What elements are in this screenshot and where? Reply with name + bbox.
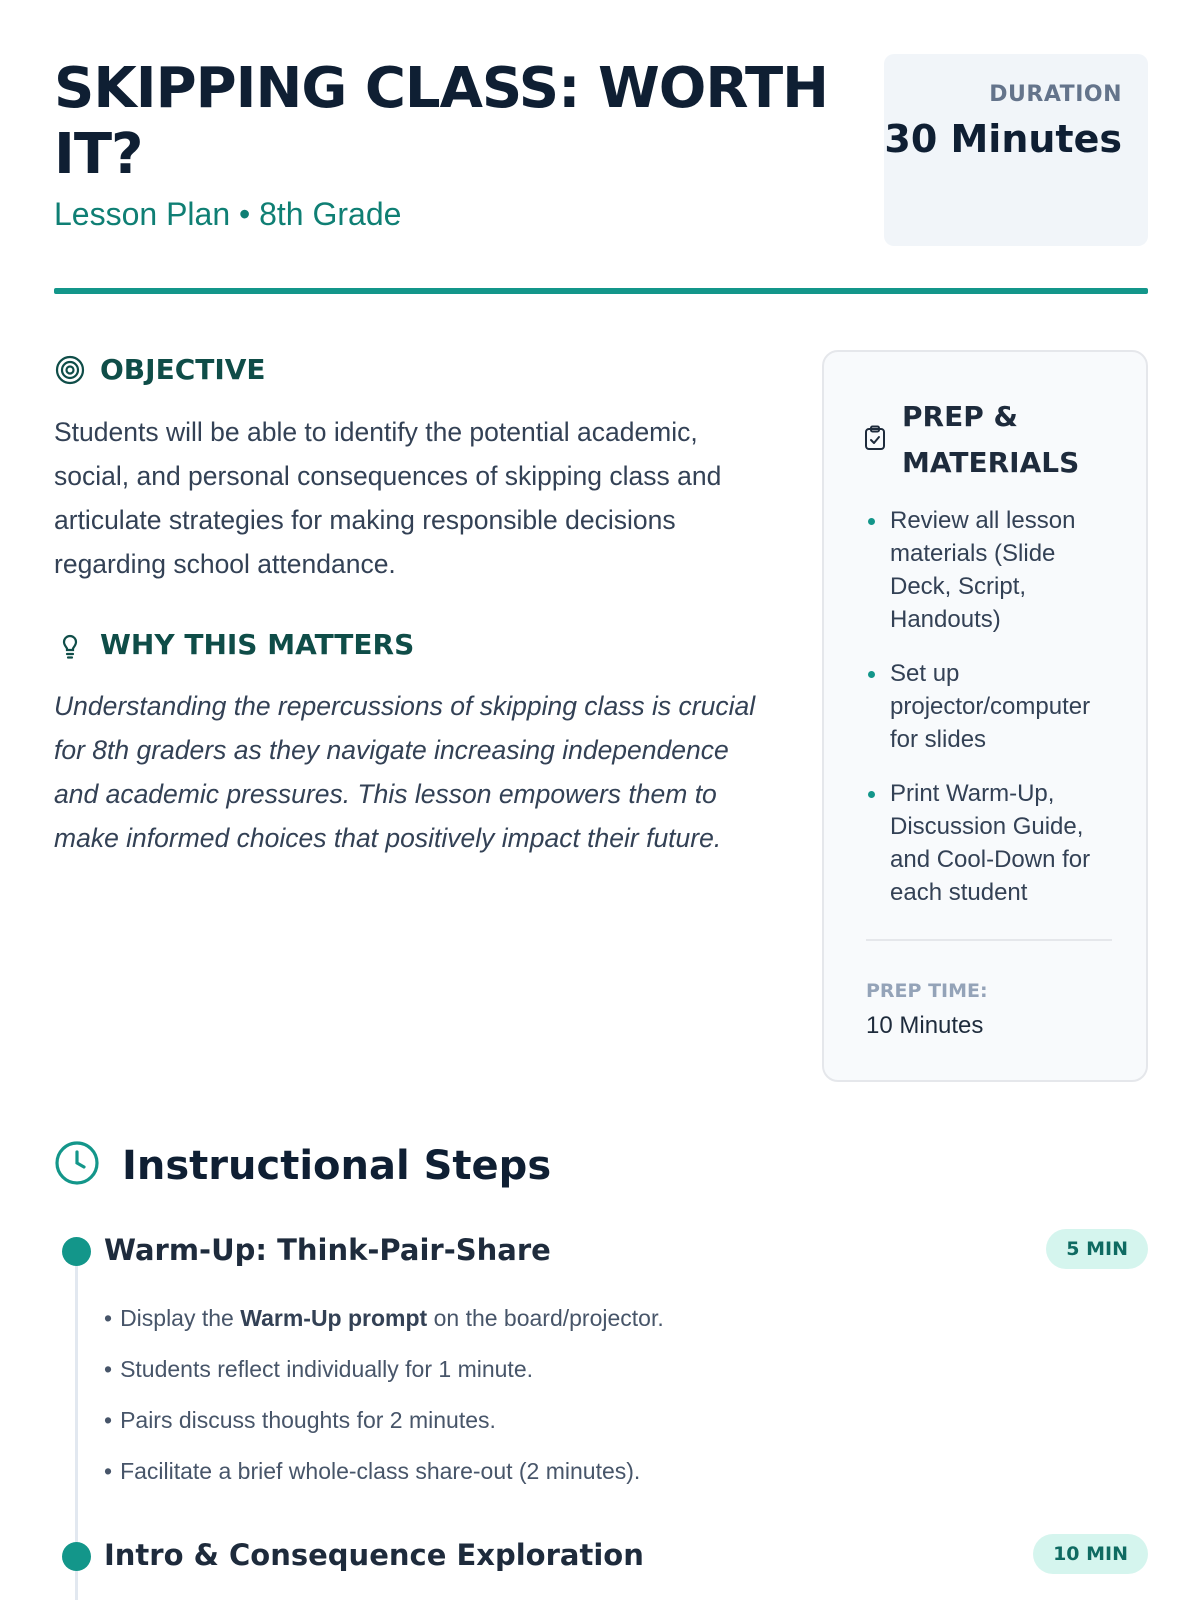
target-icon <box>54 354 86 386</box>
prep-list <box>866 504 1116 930</box>
why-heading-label: WHY THIS MATTERS <box>100 628 415 661</box>
objective-text: Students will be able to identify the potential academic, social, and personal consequences of skipping class and articulate strategies for making responsible decisions regarding school attendance. <box>54 417 722 579</box>
list-item <box>104 1293 664 1344</box>
instructional-steps-heading <box>54 1140 551 1191</box>
objective-heading-label: OBJECTIVE <box>100 353 266 386</box>
objective-heading <box>54 353 266 386</box>
duration-card <box>884 54 1148 246</box>
lesson-header <box>54 52 1148 296</box>
list-item: Set up projector/computer for slides <box>866 657 1116 756</box>
duration-value: 30 Minutes <box>884 117 1122 161</box>
step-title: Intro & Consequence Exploration <box>104 1538 644 1572</box>
step-title: Warm-Up: Think-Pair-Share <box>104 1233 551 1267</box>
why-text: Understanding the repercussions of skipping class is crucial for 8th graders as they navigate increasing independence and academic pressures. This lesson empowers them to make informed choices that positively impact their future. <box>54 691 756 853</box>
timeline-dot <box>62 1542 91 1571</box>
prep-materials-card <box>822 350 1148 1082</box>
prep-heading-label: PREP & MATERIALS <box>902 400 1080 479</box>
list-item: Review all lesson materials (Slide Deck, Script, Handouts) <box>866 504 1116 636</box>
list-item: Print Warm-Up, Discussion Guide, and Cool-Down for each student <box>866 777 1116 909</box>
duration-badge: 5 MIN <box>1046 1229 1148 1269</box>
page-title: SKIPPING CLASS: WORTH IT? <box>54 56 829 187</box>
clipboard-icon <box>864 425 886 456</box>
prep-time-value: 10 Minutes <box>866 1012 984 1039</box>
bullet-text: on the board/projector. <box>427 1305 664 1331</box>
prep-time-label: PREP TIME: <box>866 980 988 1002</box>
clock-icon <box>54 1140 100 1191</box>
lesson-subtitle: Lesson Plan • 8th Grade <box>54 196 402 232</box>
why-heading <box>54 628 414 661</box>
header-divider <box>54 288 1148 294</box>
duration-badge: 10 MIN <box>1033 1534 1148 1574</box>
prep-divider <box>866 939 1112 941</box>
list-item: • Pairs discuss thoughts for 2 minutes. <box>104 1395 664 1446</box>
bullet-text: Display the <box>120 1305 241 1331</box>
bullet-emphasis: Warm-Up prompt <box>240 1305 428 1331</box>
list-item: • Facilitate a brief whole-class share-out (2 minutes). <box>104 1446 664 1497</box>
list-item: • Students reflect individually for 1 minute. <box>104 1344 664 1395</box>
step-bullets <box>104 1293 664 1497</box>
instructional-steps-title: Instructional Steps <box>122 1142 552 1189</box>
timeline-dot <box>62 1237 91 1266</box>
duration-label: DURATION <box>989 82 1122 107</box>
lightbulb-icon <box>54 629 86 661</box>
prep-heading <box>864 394 1102 486</box>
